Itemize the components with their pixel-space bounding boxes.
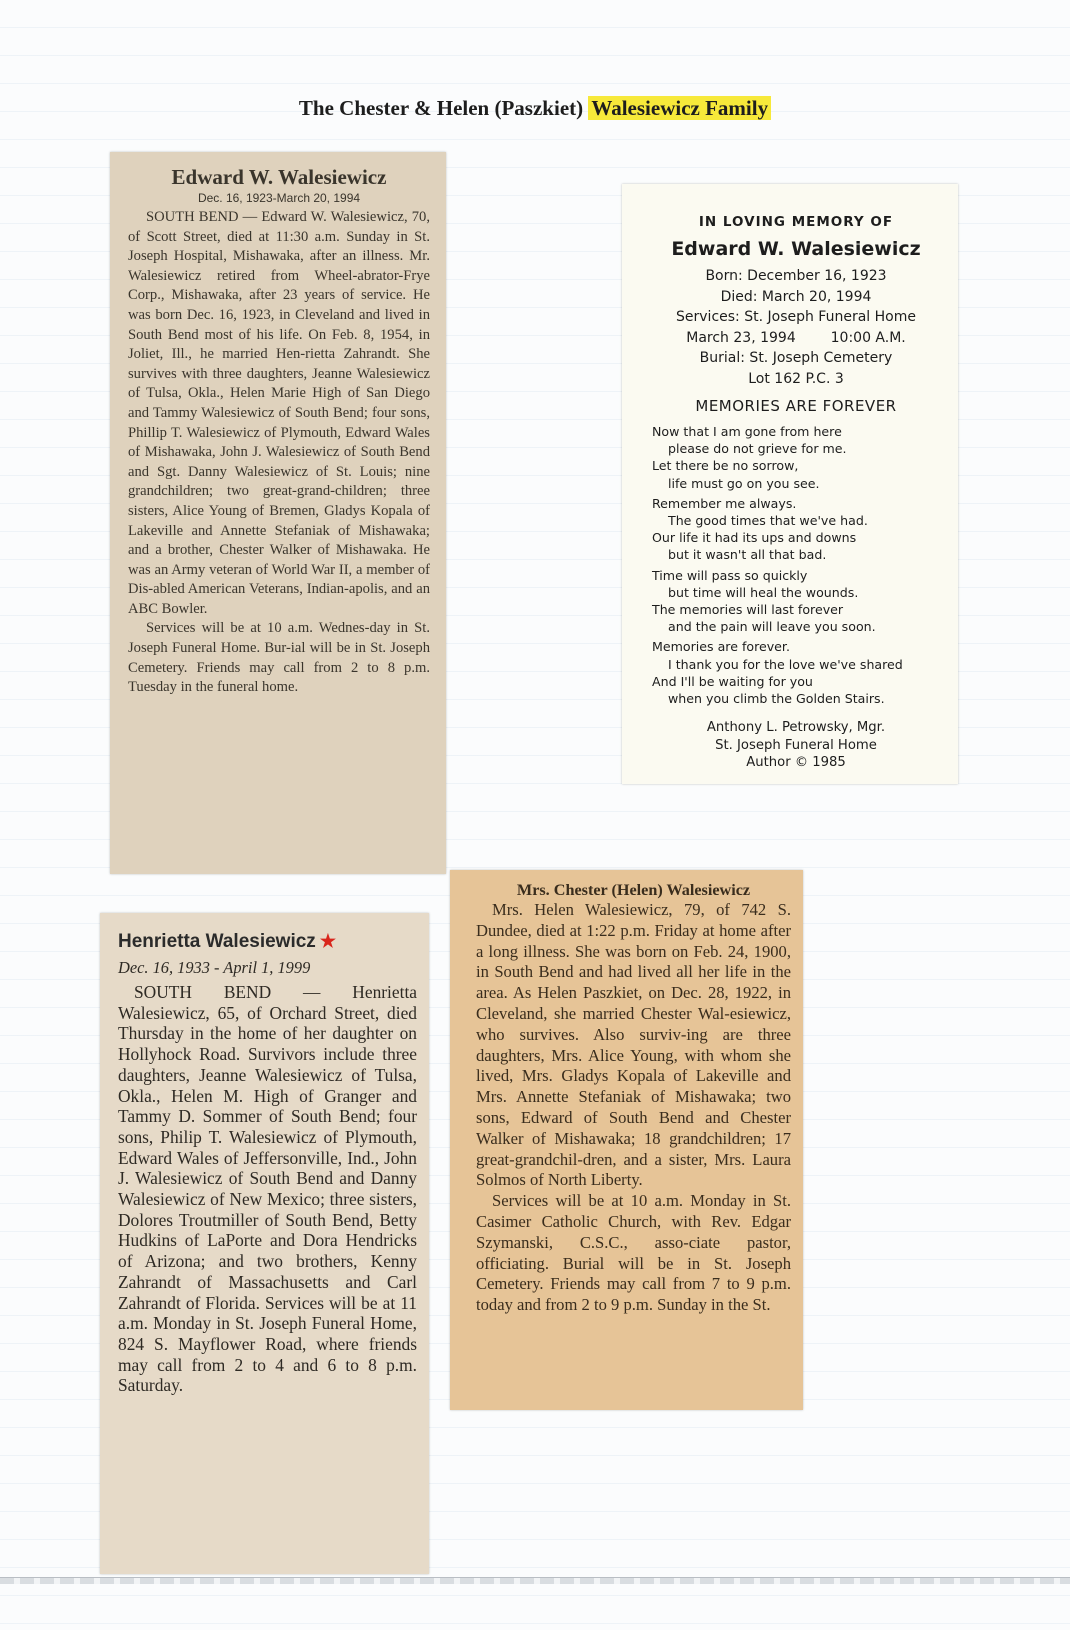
verse-line: Time will pass so quickly xyxy=(652,567,808,583)
verse-line: The good times that we've had. xyxy=(668,513,868,529)
title-highlight: Walesiewicz Family xyxy=(588,96,771,120)
edward-obituary-clipping xyxy=(110,152,446,874)
edward-obituary-body: SOUTH BEND — Edward W. Walesiewicz, 70, of Scott Street, died at 11:30 a.m. Sunday in St. Joseph Hospital, Mishawaka, after an illness. Mr. Walesiewicz retired from Wheel-abrator-Frye Corp., Mishawaka, after 23 years of service. He was born Dec. 16, 1923, in Cleveland and lived in South Bend most of his life. On Feb. 8, 1954, in Joliet, Ill., he married Hen-rietta Zahrandt. She survives with three daughters, Jeanne Walesiewicz of Tulsa, Okla., Helen Marie High of San Diego and Tammy Walesiewicz of South Bend; four sons, Phillip T. Walesiewicz of Plymouth, Edward Wales of Mishawaka, John J. Walesiewicz of South Bend and Sgt. Danny Walesiewicz of St. Louis; nine grandchildren; two great-grand-children; three sisters, Alice Young of Bremen, Gladys Kopala of Lakeville and Annette Stefaniak of Mishawaka; and a brother, Chester Walker of Mishawaka. He was an Army veteran of World War II, a member of Dis-abled American Veterans, Indian-apolis, and an ABC Bowler. xyxy=(128,209,430,617)
memorial-card-service-datetime xyxy=(652,328,940,349)
title-prefix: The Chester & Helen (Paszkiet) xyxy=(298,96,584,120)
memorial-card-died: Died: March 20, 1994 xyxy=(720,288,872,305)
memorial-card-born: Born: December 16, 1923 xyxy=(705,268,887,284)
edward-obituary-name: Edward W. Walesiewicz xyxy=(171,165,387,189)
helen-obituary-clipping xyxy=(450,870,803,1410)
verse-line: I thank you for the love we've shared xyxy=(668,656,903,672)
helen-obituary-name: Mrs. Chester (Helen) Walesiewicz xyxy=(516,881,751,899)
memorial-card-signature xyxy=(652,719,940,771)
verse-stanza xyxy=(652,495,940,564)
page-bottom-edge xyxy=(0,1577,1070,1584)
verse-line: And I'll be waiting for you xyxy=(652,673,813,689)
henrietta-obituary-name: Henrietta Walesiewicz xyxy=(118,931,316,952)
memorial-card-author-credit: Author © 1985 xyxy=(746,755,846,771)
henrietta-obituary-clipping xyxy=(100,913,429,1574)
verse-line: The memories will last forever xyxy=(652,602,844,618)
verse-line: and the pain will leave you soon. xyxy=(668,619,876,635)
verse-stanza xyxy=(652,567,940,636)
memorial-card xyxy=(622,184,958,784)
verse-line: life must go on you see. xyxy=(668,475,820,491)
verse-line: Memories are forever. xyxy=(652,639,790,655)
helen-obituary-body: Mrs. Helen Walesiewicz, 79, of 742 S. Dundee, died at 1:22 p.m. Friday at home after a long illness. She was born on Feb. 24, 1900, in South Bend and had lived all her life in the area. As Helen Paszkiet, on Dec. 28, 1922, in Cleveland, she married Chester Wal-esiewicz, who survives. Also surviv-ing are three daughters, Mrs. Alice Young, with whom she lived, Mrs. Gladys Kopala of Lakeville and Mrs. Annette Stefaniak of Mishawaka; two sons, Edward of South Bend and Chester Walker of Mishawaka; 18 grandchildren; 17 great-grandchil-dren, and a sister, Mrs. Laura Solmos of North Liberty. xyxy=(476,900,791,1190)
memorial-card-memories-heading: MEMORIES ARE FOREVER xyxy=(695,397,897,415)
verse-line: but time will heal the wounds. xyxy=(668,584,859,600)
verse-line: when you climb the Golden Stairs. xyxy=(668,691,885,707)
henrietta-obituary-dates: Dec. 16, 1933 - April 1, 1999 xyxy=(118,958,311,977)
verse-line: but it wasn't all that bad. xyxy=(668,547,827,563)
memorial-card-author-name: Anthony L. Petrowsky, Mgr. xyxy=(706,720,886,736)
memorial-card-header: IN LOVING MEMORY OF xyxy=(698,214,894,230)
verse-stanza xyxy=(652,423,940,492)
memorial-card-verse xyxy=(652,423,940,707)
verse-line: Our life it had its ups and downs xyxy=(652,530,857,546)
memorial-card-services: Services: St. Joseph Funeral Home xyxy=(676,309,916,325)
verse-line: Now that I am gone from here xyxy=(652,424,842,439)
memorial-card-service-time: 10:00 A.M. xyxy=(830,329,906,346)
memorial-card-burial: Burial: St. Joseph Cemetery xyxy=(699,350,893,366)
edward-obituary-services: Services will be at 10 a.m. Wednes-day in St. Joseph Funeral Home. Bur-ial will be in St. Joseph Cemetery. Friends may call from 2 to 8 p.m. Tuesday in the funeral home. xyxy=(128,620,430,696)
page-title xyxy=(0,96,1070,121)
memorial-card-service-date: March 23, 1994 xyxy=(686,329,796,346)
memorial-card-author-org: St. Joseph Funeral Home xyxy=(715,737,877,753)
edward-obituary-dates: Dec. 16, 1923-March 20, 1994 xyxy=(197,191,361,205)
verse-line: Remember me always. xyxy=(652,495,797,511)
verse-line: Let there be no sorrow, xyxy=(652,458,799,474)
verse-stanza xyxy=(652,638,940,707)
star-icon: ★ xyxy=(319,931,336,951)
henrietta-obituary-body: SOUTH BEND — Henrietta Walesiewicz, 65, of Orchard Street, died Thursday in the home of her daughter on Hollyhock Road. Survivors include three daughters, Jeanne Walesiewicz of Tulsa, Okla., Helen M. High of Granger and Tammy D. Sommer of South Bend; four sons, Philip T. Walesiewicz of Plymouth, Edward Wales of Jeffersonville, Ind., John J. Walesiewicz of South Bend and Danny Walesiewicz of New Mexico; three sisters, Dolores Troutmiller of South Bend, Betty Hudkins of LaPorte and Dora Hendricks of Arizona; and two brothers, Kenny Zahrandt of Massachusetts and Carl Zahrandt of Florida. Services will be at 11 a.m. Monday in St. Joseph Funeral Home, 824 S. Mayflower Road, where friends may call from 2 to 4 and 6 to 8 p.m. Saturday. xyxy=(118,982,417,1396)
verse-line: please do not grieve for me. xyxy=(668,441,847,457)
henrietta-obituary-name-line xyxy=(118,927,417,956)
memorial-card-lot: Lot 162 P.C. 3 xyxy=(748,370,844,387)
helen-obituary-services: Services will be at 10 a.m. Monday in St. Casimer Catholic Church, with Rev. Edgar Szymanski, C.S.C., asso-ciate pastor, officiating. Burial will be in St. Joseph Cemetery. Friends may call from 7 to 9 p.m. today and from 2 to 9 p.m. Sunday in the St. xyxy=(476,1191,791,1315)
memorial-card-name: Edward W. Walesiewicz xyxy=(671,238,921,260)
